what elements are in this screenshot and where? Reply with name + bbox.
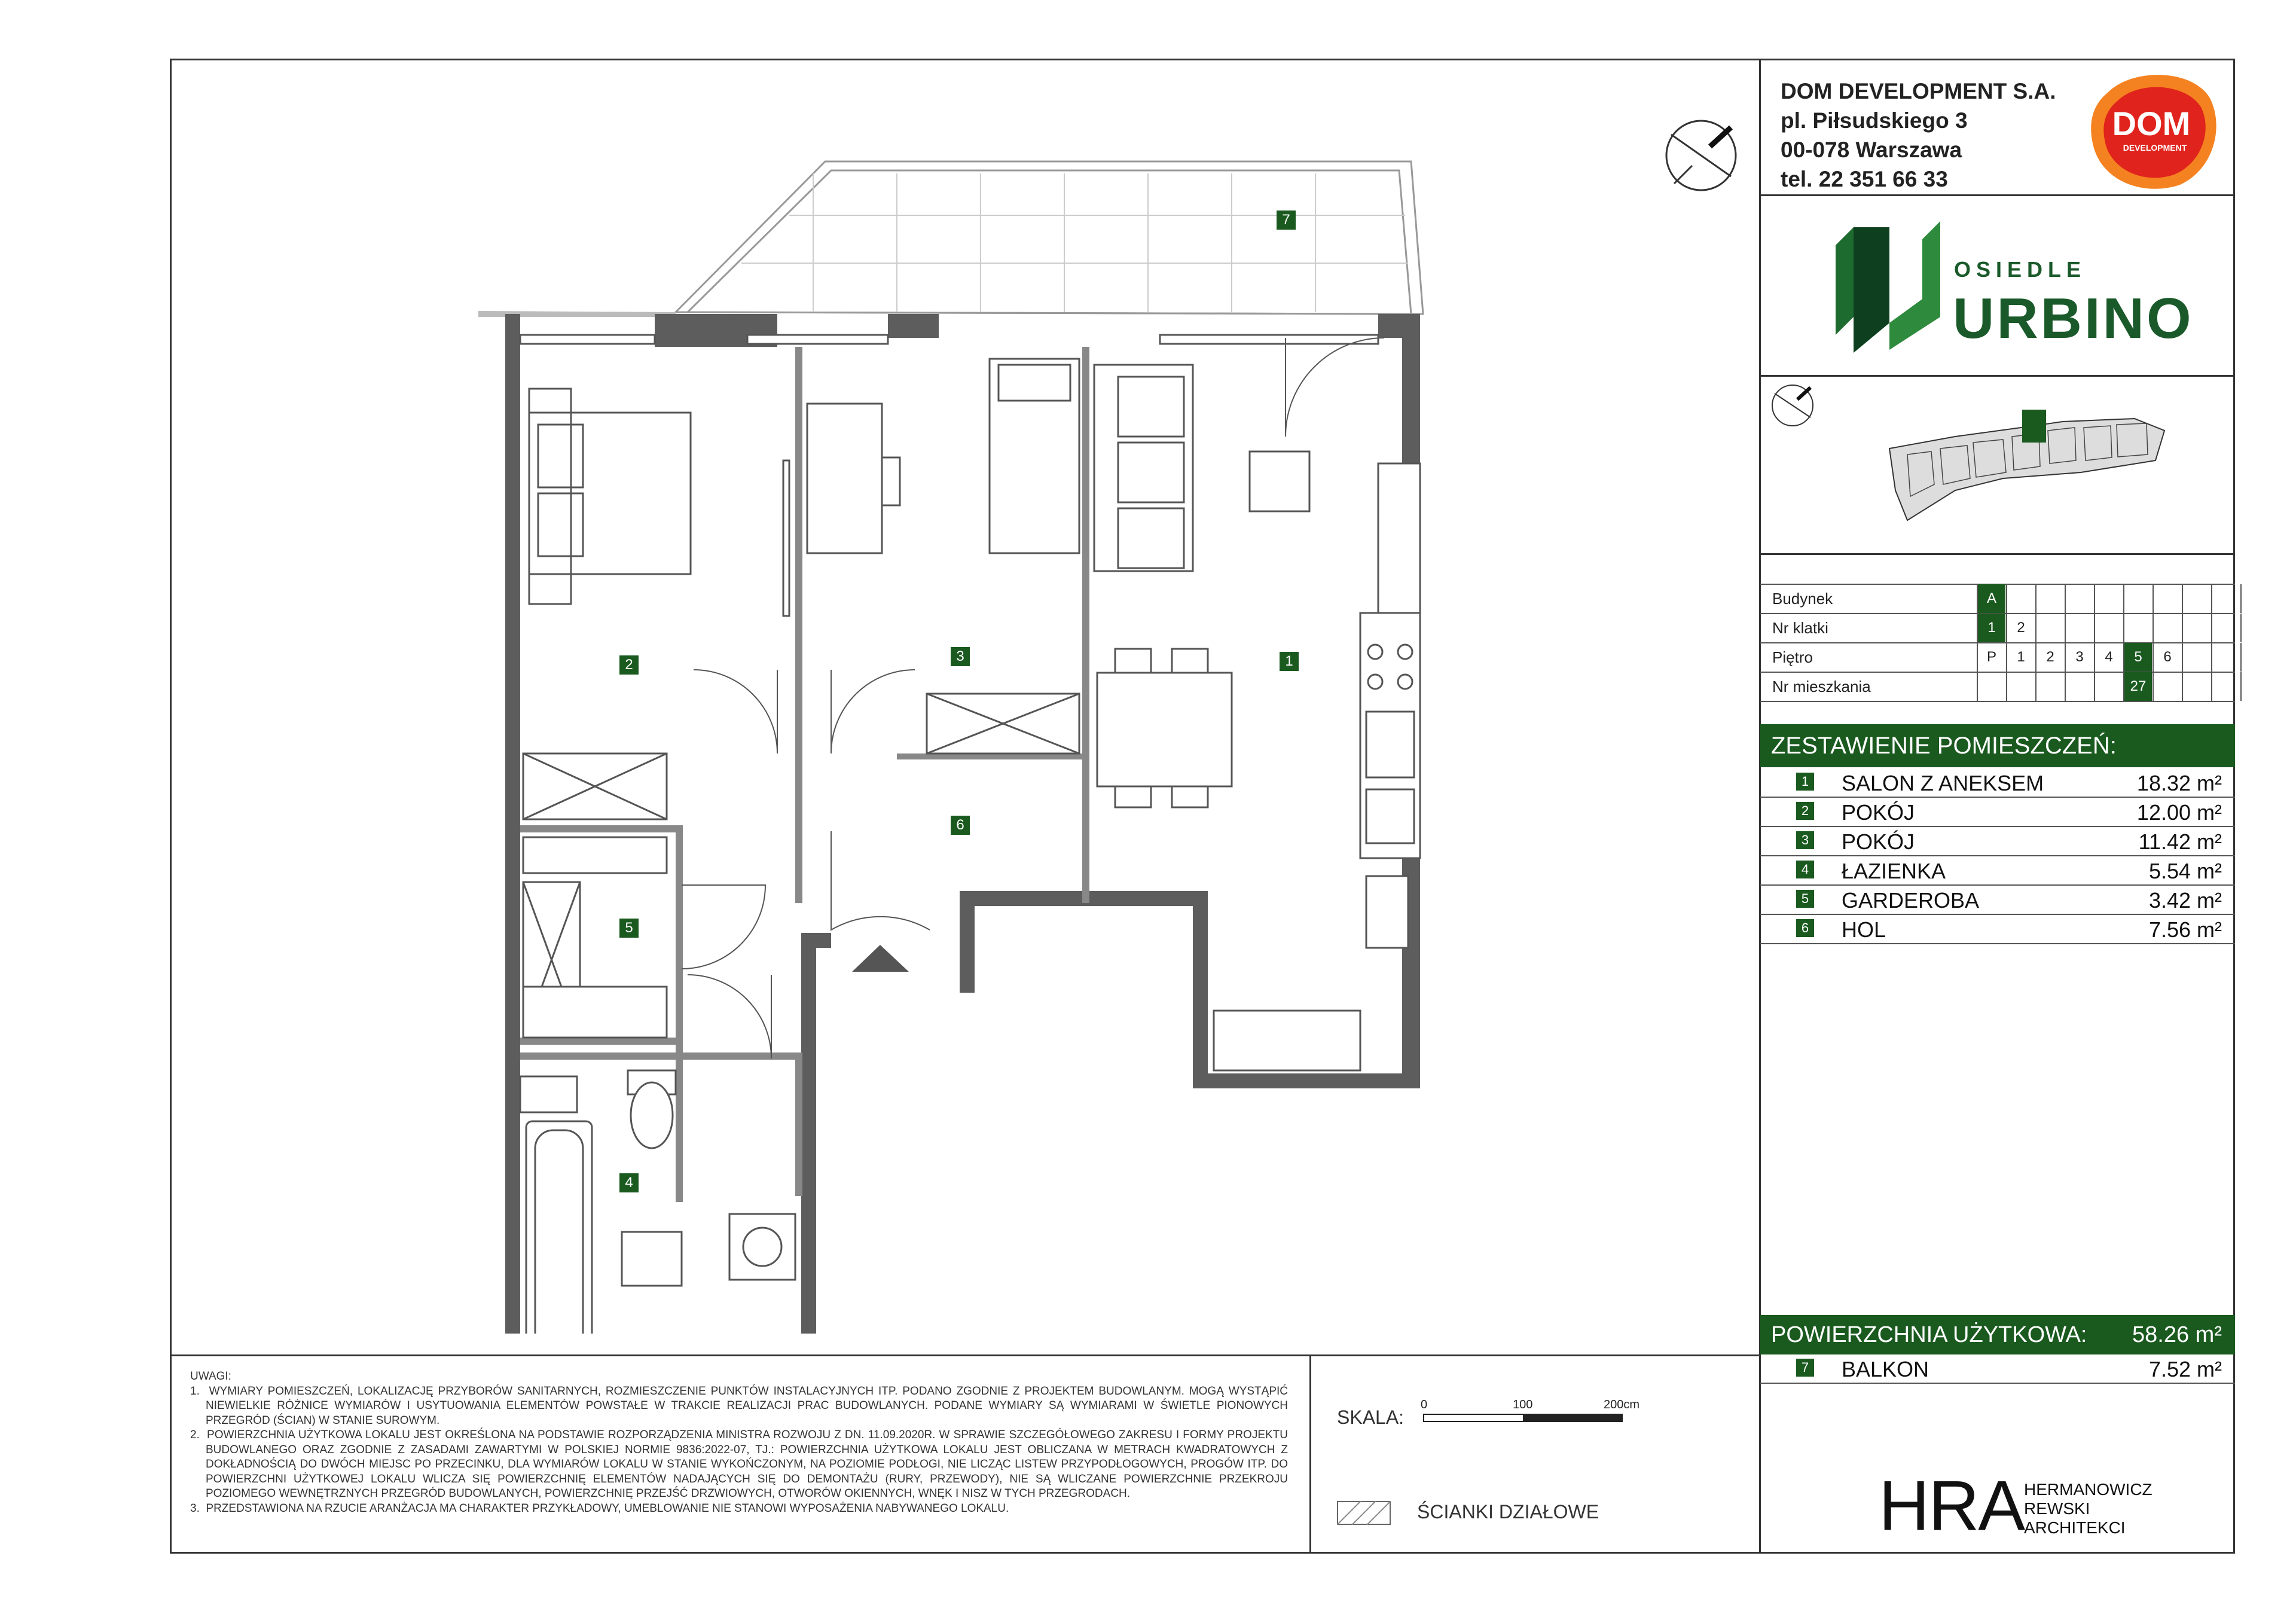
info-cell [2182, 584, 2210, 613]
osiedle-urbino-logo [1836, 221, 2194, 359]
usable-area-value: 58.26 m² [2132, 1322, 2222, 1347]
info-cell [1977, 672, 2005, 701]
logo-divider [1759, 375, 2235, 377]
info-cell [2240, 672, 2269, 701]
info-cell [2240, 643, 2269, 672]
svg-text:DEVELOPMENT: DEVELOPMENT [2123, 143, 2187, 152]
info-cell: 1 [2006, 643, 2035, 672]
room-row [1760, 886, 2235, 915]
room-row [1760, 827, 2235, 856]
compass-icon [1662, 117, 1740, 194]
room-area: 18.32 m² [2136, 771, 2222, 795]
info-cell [2035, 584, 2064, 613]
company-phone: tel. 22 351 66 33 [1781, 167, 1948, 191]
room-tag-3: 3 [951, 647, 970, 666]
project-prefix: OSIEDLE [1954, 257, 2087, 282]
dom-development-logo [2084, 68, 2221, 193]
room-num: 1 [1796, 773, 1814, 791]
scale-bar [1423, 1414, 1623, 1422]
notes-title: UWAGI: [190, 1370, 231, 1383]
svg-text:DOM: DOM [2112, 105, 2191, 142]
info-cell [2035, 614, 2064, 642]
balcony-row: 7 BALKON 7.52 m² [1760, 1354, 2235, 1384]
room-area: 3.42 m² [2148, 888, 2222, 913]
usable-area-total [1760, 1315, 2235, 1354]
scale-tick-200: 200cm [1604, 1398, 1640, 1411]
info-cell [2035, 672, 2064, 701]
room-row [1760, 856, 2235, 886]
notes-vertical-divider [1309, 1354, 1311, 1554]
room-num: 3 [1796, 831, 1814, 849]
company-header [1781, 77, 2056, 194]
info-label: Nr klatki [1772, 619, 1828, 637]
room-tag-7: 7 [1277, 210, 1296, 230]
scale-label: SKALA: [1337, 1407, 1405, 1428]
notes-divider [170, 1354, 1760, 1356]
info-cell: 2 [2035, 643, 2064, 672]
room-num: 2 [1796, 802, 1814, 820]
note-2: 2. POWIERZCHNIA UŻYTKOWA LOKALU JEST OKREŚLONA NA PODSTAWIE ROZPORZĄDZENIA MINISTRA ROZWOJU Z DN. 11.09.2020R. W SPRAWIE SZCZEGÓŁOWEGO ZAKRESU I FORMY PROJEKTU BUDOWLANEGO ORAZ ZGODNIE Z ZASADAMI ZAWARTYMI W POLSKIEJ NORMIE 9836:2022-07, TJ.: POWIERZCHNIA UŻYTKOWA LOKALU JEST OBLICZANA W METRACH KWADRATOWYCH Z DOKŁADNOŚCIĄ DO DWÓCH MIEJSC PO PRZECINKU, DLA WYMIARÓW LOKALU W STANIE WYKOŃCZONYM, NA POZIOMIE PODŁOGI, NIE LICZĄC LISTEW PRZYPODŁOGOWYCH, PROGÓW ITP. DO POWIERZCHNI UŻYTKOWEJ LOKALU WLICZA SIĘ POWIERZCHNIĘ ELEMENTÓW NADAJĄCYCH SIĘ DO DEMONTAŻU (RURY, PRZEWODY), NIE SĄ WLICZANE POWIERZCHNIE PRZEKROJU POZIOMEGO WEWNĘTRZNYCH PRZEGRÓD BUDOWLANYCH, POWIERZCHNIĘ PRZEJŚĆ DRZWIOWYCH, OTWORÓW OKIENNYCH, WNĘK I NISZ W TYCH PRZEGRODACH. [190, 1429, 1288, 1500]
info-cell [2065, 672, 2093, 701]
info-cell: 6 [2152, 643, 2181, 672]
room-area: 12.00 m² [2136, 800, 2222, 825]
notes [190, 1369, 1288, 1516]
room-row [1760, 915, 2235, 944]
company-divider [1759, 194, 2235, 196]
usable-area-label: POWIERZCHNIA UŻYTKOWA: [1771, 1322, 2087, 1347]
info-cell: 5 [2123, 643, 2152, 672]
info-cell [2211, 672, 2240, 701]
info-cell [2006, 584, 2035, 613]
info-cell [2152, 614, 2181, 642]
room-tag-1: 1 [1280, 652, 1299, 671]
wardrobes [523, 753, 667, 1038]
info-cell [2211, 614, 2240, 642]
room-num: 4 [1796, 861, 1814, 878]
info-cell: 27 [2123, 672, 2152, 701]
info-cell [2182, 672, 2210, 701]
partition-walls-legend: ŚCIANKI DZIAŁOWE [1417, 1501, 1599, 1523]
architect-logo: HRA [1879, 1466, 2025, 1545]
living-furniture [1094, 365, 1420, 1070]
room-tag-2: 2 [619, 655, 639, 675]
info-cell [2240, 614, 2269, 642]
info-cell [2006, 672, 2035, 701]
floor-plan [454, 138, 1471, 1334]
rooms-heading: ZESTAWIENIE POMIESZCZEŃ: [1760, 724, 2235, 767]
info-cell [2123, 614, 2152, 642]
info-cell: 3 [2065, 643, 2093, 672]
scale-tick-100: 100 [1513, 1398, 1533, 1411]
company-address-1: pl. Piłsudskiego 3 [1781, 108, 1968, 133]
room-area: 5.54 m² [2148, 859, 2222, 883]
info-cell [2065, 614, 2093, 642]
info-cell [2065, 584, 2093, 613]
room-name: SALON Z ANEKSEM [1842, 771, 2044, 795]
company-address-2: 00-078 Warszawa [1781, 138, 1962, 162]
room-name: POKÓJ [1842, 829, 1915, 854]
info-cell [2152, 584, 2181, 613]
company-name: DOM DEVELOPMENT S.A. [1781, 79, 2056, 103]
balcony [478, 161, 1423, 317]
hatch-legend-icon [1337, 1501, 1391, 1525]
note-3: 3. PRZEDSTAWIONA NA RZUCIE ARANŻACJA MA CHARAKTER PRZYKŁADOWY, UMEBLOWANIE NIE STANOWI WYPOSAŻENIA NABYWANEGO LOKALU. [190, 1502, 1009, 1515]
info-cell [2182, 643, 2210, 672]
room-num: 5 [1796, 890, 1814, 908]
key-plan [1883, 395, 2170, 538]
info-cell [2211, 643, 2240, 672]
entrance-arrow-icon [852, 945, 909, 972]
info-label: Piętro [1772, 648, 1813, 666]
room-tag-4: 4 [619, 1173, 639, 1192]
info-cell: A [1977, 584, 2005, 613]
info-label: Budynek [1772, 590, 1833, 608]
info-label: Nr mieszkania [1772, 678, 1871, 695]
bathroom-fixtures [520, 1070, 795, 1334]
room-name: HOL [1842, 917, 1886, 942]
info-cell: 1 [1977, 614, 2005, 642]
windows [520, 335, 1378, 344]
room-area: 7.56 m² [2148, 917, 2222, 942]
note-1: 1. WYMIARY POMIESZCZEŃ, LOKALIZACJĘ PRZYBORÓW SANITARNYCH, ROZMIESZCZENIE PUNKTÓW INSTALACYJNYCH ITP. PODANO ZGODNIE Z PROJEKTEM BUDOWLANYM. MOGĄ WYSTĄPIĆ NIEWIELKIE RÓŻNICE WYMIARÓW I USYTUOWANIA ELEMENTÓW POWSTAŁE W TRAKCIE REALIZACJI PRAC BUDOWLANYCH. PODANE WYMIARY SĄ WYMIARAMI W ŚWIETLE PIONOWYCH PRZEGRÓD (ŚCIAN) W STANIE SUROWYM. [190, 1384, 1288, 1427]
room-row [1760, 798, 2235, 827]
keyplan-divider [1759, 553, 2235, 555]
info-cell [2094, 672, 2123, 701]
info-cell: 2 [2006, 614, 2035, 642]
info-cell: P [1977, 643, 2005, 672]
scale-tick-0: 0 [1421, 1398, 1428, 1411]
info-cell [2094, 584, 2123, 613]
room-tag-5: 5 [619, 919, 639, 938]
project-name: URBINO [1953, 286, 2194, 350]
info-grid [1760, 584, 2235, 703]
room-name: ŁAZIENKA [1842, 859, 1946, 883]
info-cell [2123, 584, 2152, 613]
info-cell: 4 [2094, 643, 2123, 672]
key-plan-compass-icon [1769, 382, 1816, 429]
room-area: 11.42 m² [2138, 829, 2222, 854]
room-name: GARDEROBA [1842, 888, 1980, 913]
room-row [1760, 768, 2235, 798]
room-name: POKÓJ [1842, 800, 1915, 825]
architect-names: HERMANOWICZ REWSKI ARCHITEKCI [2024, 1480, 2152, 1537]
desk-and-bed [807, 359, 1079, 753]
info-cell [2182, 614, 2210, 642]
info-cell [2240, 584, 2269, 613]
room-num: 6 [1796, 919, 1814, 937]
info-cell [2211, 584, 2240, 613]
room-tag-6: 6 [951, 816, 970, 835]
info-cell [2094, 614, 2123, 642]
info-cell [2152, 672, 2181, 701]
double-bed [529, 389, 789, 616]
